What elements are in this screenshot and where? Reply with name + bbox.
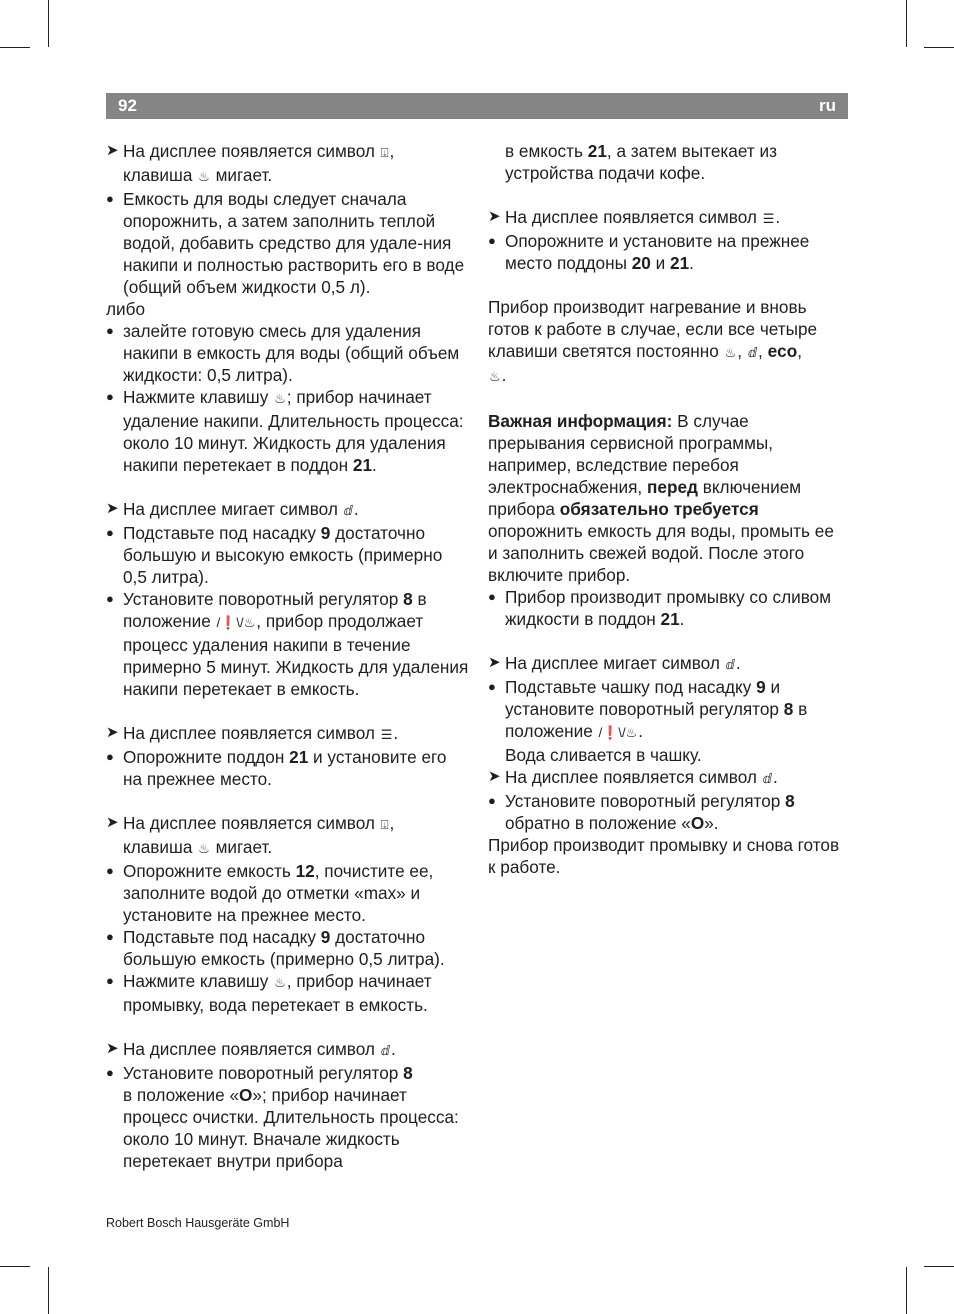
- list-item: ● Нажмите клавишу ♨, прибор начинает промывку, вода перетекает в емкость.: [106, 971, 432, 1015]
- text-paragraph: Прибор производит нагревание и вновь готов к работе в случае, если все четыре клавиши светятся постоянно ♨, ⅆ, eco, ♨.: [488, 296, 848, 388]
- crop-mark: [924, 47, 954, 48]
- descale-icon: ⅆ: [747, 345, 758, 360]
- arrow-marker: ➤: [488, 208, 501, 225]
- bullet-marker: ●: [106, 1065, 114, 1080]
- cup-steam-icon: ♨: [724, 345, 737, 360]
- list-item: ● Подставьте под насадку 9 достаточно большую емкость (примерно 0,5 литра).: [106, 927, 445, 969]
- descale-icon: ⅆ: [380, 1043, 390, 1058]
- bullet-marker: ●: [106, 929, 114, 944]
- crop-mark: [0, 1266, 30, 1267]
- bullet-marker: ●: [488, 679, 496, 694]
- bullet-marker: ●: [106, 973, 114, 988]
- instruction-step: ➤ На дисплее появляется символ ☰.: [106, 722, 470, 746]
- list-item: ● Нажмите клавишу ♨; прибор начинает удаление накипи. Длительность процесса: около 10 минут. Жидкость для удаления накипи перетекает в поддон 21.: [106, 387, 464, 475]
- language-code: ru: [819, 96, 836, 115]
- important-note: Важная информация: В случае прерывания сервисной программы, например, вследствие перебоя электроснабжения, перед включением прибора обязательно требуется опорожнить емкость для воды, промыть ее и заполнить свежей водой. После этого включите прибор.: [488, 411, 834, 585]
- list-item: ● Опорожните и установите на прежнее место поддоны 20 и 21.: [488, 231, 810, 273]
- arrow-marker: ➤: [488, 768, 501, 785]
- list-item: ● Опорожните поддон 21 и установите его на прежнее место.: [106, 747, 447, 789]
- crop-mark: [924, 1266, 954, 1267]
- arrow-marker: ➤: [106, 814, 119, 831]
- fill-water-icon: ⍗: [380, 817, 389, 832]
- crop-mark: [0, 47, 30, 48]
- steam-icon: ♨: [489, 369, 501, 384]
- bullet-marker: ●: [106, 863, 114, 878]
- list-item: ● Установите поворотный регулятор 8 обратно в положение «O».: [488, 791, 795, 833]
- crop-mark: [906, 1267, 907, 1314]
- descale-icon: ⅆ: [343, 503, 353, 518]
- crop-mark: [906, 0, 907, 47]
- bullet-marker: ●: [488, 793, 496, 808]
- list-item: ● Подставьте чашку под насадку 9 и установите поворотный регулятор 8 в положение /❗\/♨. Вода сливается в чашку.: [488, 677, 808, 765]
- instruction-step: ➤ На дисплее мигает символ ⅆ.: [106, 498, 470, 522]
- list-item: ● Емкость для воды следует сначала опорожнить, а затем заполнить теплой водой, добавить средство для удале-ния накипи и полностью растворить его в воде (общий объем жидкости 0,5 л).: [106, 189, 465, 297]
- arrow-marker: ➤: [488, 654, 501, 671]
- text-paragraph: Прибор производит промывку и снова готов к работе.: [488, 835, 840, 877]
- list-item: ● Опорожните емкость 12, почистите ее, заполните водой до отметки «max» и установите на прежнее место.: [106, 861, 434, 925]
- descale-icon: ⅆ: [725, 657, 735, 672]
- footer-company: Robert Bosch Hausgeräte GmbH: [106, 1216, 290, 1230]
- page-number: 92: [118, 96, 137, 115]
- bullet-marker: ●: [106, 749, 114, 764]
- bullet-marker: ●: [488, 233, 496, 248]
- fill-water-icon: ⍗: [380, 145, 389, 160]
- instruction-step: ➤ На дисплее появляется символ ⅆ.: [106, 1038, 470, 1062]
- arrow-marker: ➤: [106, 500, 119, 517]
- crop-mark: [48, 0, 49, 47]
- instruction-step: ➤ На дисплее появляется символ ☰.: [488, 206, 848, 230]
- text-paragraph: либо: [106, 299, 146, 319]
- bullet-marker: ●: [106, 591, 114, 606]
- page-header: [106, 93, 848, 119]
- dial-position-icon: /❗\/♨: [216, 615, 256, 630]
- instruction-step: ➤ На дисплее мигает символ ⅆ.: [488, 652, 848, 676]
- drip-tray-icon: ☰: [380, 727, 393, 742]
- list-item-continuation: в емкость 21, а затем вытекает из устройства подачи кофе.: [505, 141, 777, 183]
- descale-icon: ⅆ: [762, 771, 772, 786]
- cup-steam-icon: ♨: [198, 169, 210, 184]
- crop-mark: [48, 1267, 49, 1314]
- dial-position-icon: /❗\/♨: [598, 725, 638, 740]
- list-item: ● залейте готовую смесь для удаления накипи в емкость для воды (общий объем жидкости: 0,5 литра).: [106, 321, 460, 385]
- list-item: ● Прибор производит промывку со сливом жидкости в поддон 21.: [488, 587, 832, 629]
- left-column: [106, 140, 470, 1172]
- drip-tray-icon: ☰: [762, 211, 775, 226]
- list-item: ● Установите поворотный регулятор 8 в положение «O»; прибор начинает процесс очистки. Длительность процесса: около 10 минут. Вначале жидкость перетекает внутри прибора: [106, 1063, 459, 1171]
- list-item: ● Установите поворотный регулятор 8 в положение /❗\/♨, прибор продолжает процесс удаления накипи в течение примерно 5 минут. Жидкость для удаления накипи перетекает в емкость.: [106, 589, 469, 699]
- list-item: ● Подставьте под насадку 9 достаточно большую и высокую емкость (примерно 0,5 литра).: [106, 523, 443, 587]
- cup-steam-icon: ♨: [198, 841, 210, 856]
- instruction-step: ➤ На дисплее появляется символ ⅆ.: [488, 766, 848, 790]
- instruction-step: ➤ На дисплее появляется символ ⍗, клавиша ♨ мигает.: [106, 812, 470, 860]
- arrow-marker: ➤: [106, 1040, 119, 1057]
- right-column: [488, 140, 848, 878]
- bullet-marker: ●: [106, 389, 114, 404]
- instruction-step: ➤ На дисплее появляется символ ⍗, клавиша ♨ мигает.: [106, 140, 470, 188]
- cup-steam-icon: ♨: [274, 975, 286, 990]
- bullet-marker: ●: [488, 589, 496, 604]
- bullet-marker: ●: [106, 191, 114, 206]
- bullet-marker: ●: [106, 525, 114, 540]
- arrow-marker: ➤: [106, 724, 119, 741]
- cup-steam-icon: ♨: [274, 391, 286, 406]
- arrow-marker: ➤: [106, 142, 119, 159]
- bullet-marker: ●: [106, 323, 114, 338]
